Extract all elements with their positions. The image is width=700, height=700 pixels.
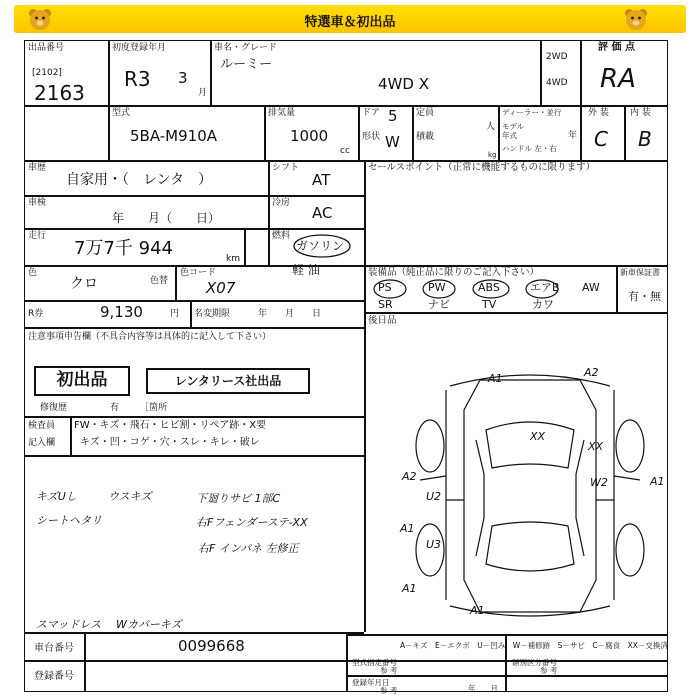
drive-2wd-option: 2WD	[546, 52, 568, 62]
ac-label: 冷房	[272, 198, 291, 208]
lot-sub-number: [2102]	[32, 68, 62, 78]
model-code: 5BA-M910A	[130, 127, 218, 145]
damage-mark: A1	[400, 522, 415, 535]
damage-mark: A1	[650, 475, 665, 488]
month-unit: 月	[198, 88, 208, 98]
transmission: AT	[312, 171, 331, 189]
model-code-label: 型式	[112, 108, 131, 118]
mileage-label: 走行	[28, 231, 47, 241]
note-fender-stay: 右Fフェンダーステ-XX	[196, 516, 308, 529]
page-title: 特選車＆初出品	[304, 15, 396, 30]
score-label: 評 価 点	[598, 42, 635, 53]
first-registration-label: 初度登録年月	[112, 43, 167, 53]
type-designation-sub: 参 考	[380, 666, 398, 675]
inspector-line-2: キズ・凹・コゲ・穴・スレ・キレ・破レ	[80, 437, 260, 448]
note-studless: スマッドレス	[36, 618, 102, 631]
note-dashboard: 右F インパネ 左修正	[198, 542, 299, 555]
mileage-unit: km	[226, 254, 240, 264]
chassis-number-label: 車台番号	[34, 643, 74, 654]
gasoline-circle-mark	[290, 232, 354, 260]
lot-number-label: 出品番号	[28, 43, 65, 53]
body-shape: W	[385, 133, 400, 151]
fuel-diesel: 軽 油	[292, 263, 320, 277]
fuel-label: 燃料	[272, 231, 291, 241]
equip-airbag: エアB	[530, 281, 560, 294]
note-light-scratch: ウスキズ	[108, 490, 152, 503]
damage-mark: U2	[426, 490, 442, 503]
displacement: 1000	[290, 127, 329, 145]
displacement-label: 排気量	[268, 108, 296, 118]
registration-era-year: R3	[124, 67, 151, 91]
damage-mark: U3	[426, 538, 442, 551]
damage-mark: XX	[588, 440, 604, 453]
color-code: X07	[206, 279, 236, 297]
recycle-fee: 9,130	[100, 303, 143, 321]
color-label: 色	[28, 268, 38, 278]
note-seat-wear: シートヘタリ	[36, 514, 102, 527]
interior-grade: B	[638, 127, 652, 151]
damage-mark: A1	[488, 372, 503, 385]
load-unit: kg	[488, 151, 497, 159]
sales-point-label: セールスポイント（正常に機能するものに限ります）	[368, 162, 596, 173]
note-scratch: キズUし	[36, 490, 77, 503]
recycle-unit: 円	[170, 309, 180, 319]
color-change-label: 色替	[150, 276, 169, 286]
inspection-label: 車検	[28, 198, 47, 208]
class-number-sub: 参 考	[540, 666, 558, 675]
inspector-line-1: FW・キズ・飛石・ヒビ割・リペア跡・X要	[74, 420, 267, 431]
model-year-unit: 年	[568, 131, 578, 141]
type-designation-label: 型式指定番号	[352, 658, 397, 667]
dealer-label: ディーラー・並行	[502, 108, 562, 117]
fuel-gasoline: ガソリン	[296, 239, 345, 253]
car-name-label: 車名・グレード	[214, 43, 278, 53]
body-shape-label: 形状	[362, 132, 381, 142]
warranty-value: 有・無	[628, 290, 661, 303]
vehicle-history: 自家用・（ レンタ ）	[66, 172, 213, 188]
capacity-unit: 人	[486, 122, 496, 132]
registration-month: 3	[178, 69, 188, 87]
exterior-grade: C	[594, 127, 608, 151]
header-banner	[14, 5, 686, 33]
load-label: 積載	[416, 132, 435, 142]
rental-lease-stamp: レンタリース社出品	[146, 368, 310, 394]
equipment-label: 装備品（純正品に限りのご記入下さい）	[368, 267, 540, 278]
damage-mark: XX	[530, 430, 546, 443]
damage-mark: A2	[402, 470, 417, 483]
color-code-label: 色コード	[180, 268, 217, 278]
damage-mark: A1	[402, 582, 417, 595]
note-wheel-cover: Wカバーキズ	[116, 618, 182, 631]
bear-mascot-icon	[624, 7, 648, 31]
model-year-label: モデル	[502, 122, 525, 131]
interior-label: 内 装	[630, 108, 651, 118]
name-change-label: 名変期限	[194, 309, 231, 319]
doors-label: ドア	[362, 108, 380, 118]
exterior-label: 外 装	[588, 108, 609, 118]
repair-history-label: 修復歴	[40, 403, 68, 413]
rear-items-label: 後日品	[368, 315, 397, 326]
recycle-label: R券	[28, 309, 44, 319]
name-change-deadline: 年 月 日	[258, 309, 322, 319]
drive-4wd-option: 4WD	[546, 78, 568, 88]
inspection-date: 年 月（ 日）	[112, 211, 221, 225]
equipment-circle-marks	[370, 278, 610, 300]
doors-count: 5	[388, 107, 398, 125]
warranty-label: 新車保証書	[620, 268, 660, 277]
equip-pw: PW	[428, 281, 446, 294]
reg-date-ym: 年 月	[468, 684, 498, 693]
equip-abs: ABS	[478, 281, 500, 294]
first-listing-stamp: 初出品	[34, 366, 130, 396]
class-number-label: 類別区分番号	[512, 658, 557, 667]
body-color: クロ	[70, 276, 98, 292]
shift-label: シフト	[272, 163, 300, 173]
lot-number: 2163	[34, 81, 85, 105]
reg-date-label: 登録年月日	[352, 678, 390, 687]
chassis-number: 0099668	[178, 637, 245, 655]
equip-sr: SR	[378, 298, 393, 311]
inspector-label: 検査員	[28, 421, 56, 431]
equip-ps: PS	[378, 281, 392, 294]
repair-history-value: 有	[110, 403, 120, 413]
auction-score: RA	[600, 64, 636, 94]
history-label: 車歴	[28, 163, 47, 173]
equip-tv: TV	[482, 298, 497, 311]
equip-aw: AW	[582, 281, 600, 294]
steering-label: ハンドル 左・右	[502, 144, 557, 153]
car-grade: 4WD X	[378, 75, 429, 93]
registration-number-label: 登録番号	[34, 671, 74, 682]
reg-date-sub: 参 考	[380, 686, 398, 695]
car-name: ルーミー	[220, 57, 273, 72]
repair-place: ［箇所	[140, 403, 168, 413]
air-conditioning: AC	[312, 204, 333, 222]
equip-leather: カワ	[532, 298, 554, 311]
notes-label: 注意事項申告欄（不具合内容等は具体的に記入して下さい）	[28, 332, 272, 342]
mileage: 7万7千 944	[74, 238, 173, 259]
capacity-label: 定員	[416, 108, 435, 118]
damage-mark: A1	[470, 604, 485, 617]
damage-mark: W2	[590, 476, 608, 489]
equip-navi: ナビ	[428, 298, 450, 311]
inspector-entry-label: 記入欄	[28, 438, 56, 448]
damage-mark: A2	[584, 366, 599, 379]
displacement-unit: cc	[340, 146, 350, 156]
damage-legend: A－キズ E－エクボ U－凹み W－補修跡 S－サビ C－腐食 XX－交換済	[400, 641, 668, 650]
model-year-sub: 年式	[502, 131, 517, 140]
note-underbody-rust: 下廻りサビ 1部C	[196, 492, 281, 505]
